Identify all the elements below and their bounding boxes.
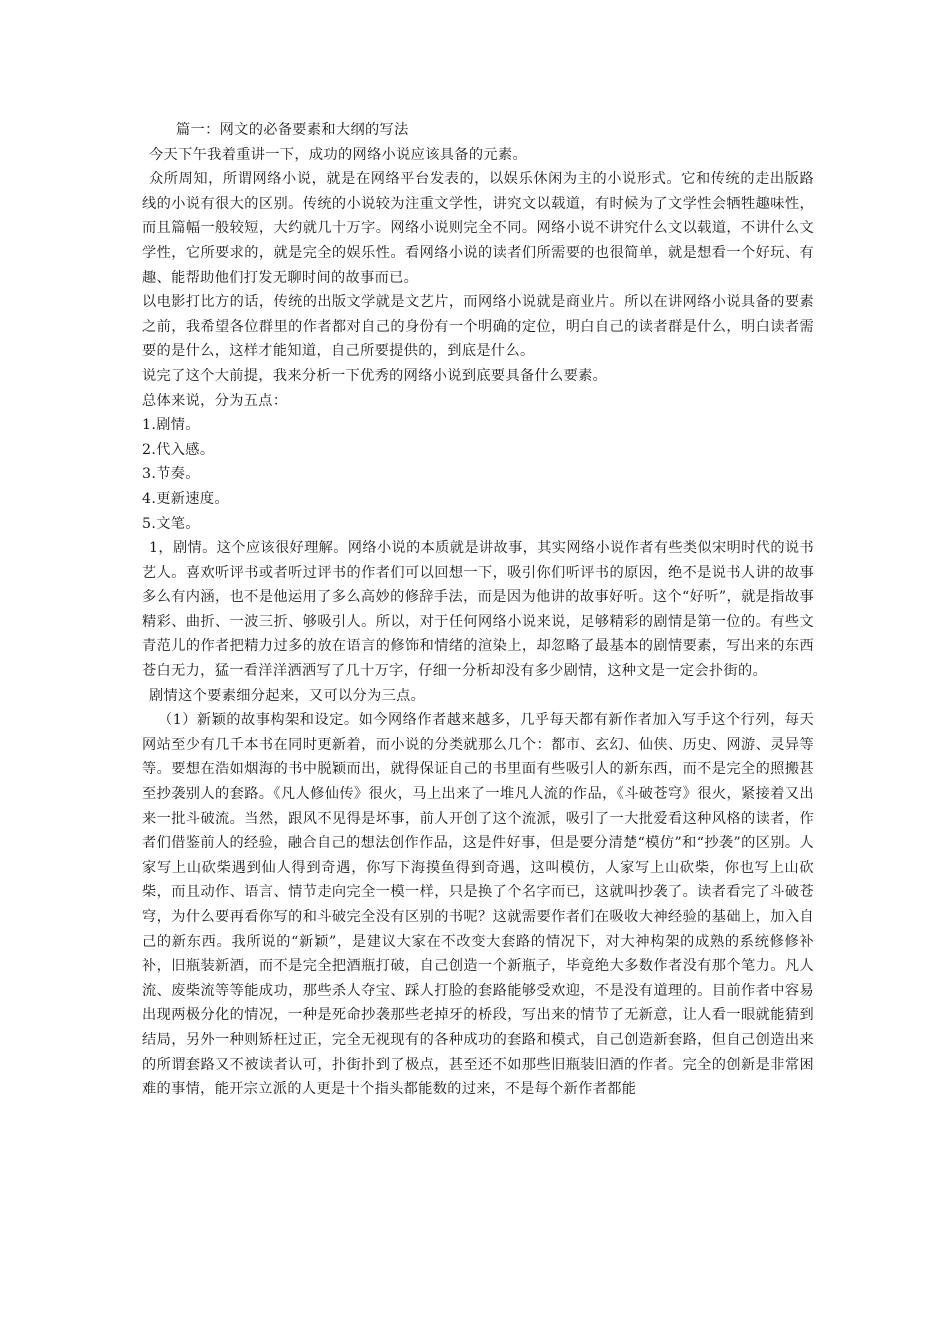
list-item-plot: 1.剧情。 xyxy=(142,417,200,434)
paragraph-definition: 众所周知，所谓网络小说，就是在网络平台发表的，以娱乐休闲为主的小说形式。它和传统的走出版路线的小说有很大的区别。传统的小说较为注重文学性，讲究文以载道，有时候为了文学性会牺牲趣味性，而且篇幅一般较短，大约就几十万字。网络小说则完全不同。网络小说不讲究什么文以载道，不讲什么文学性，它所要求的，就是完全的娱乐性。看网络小说的读者们所需要的也很简单，就是想看一个好玩、有趣、能帮助他们打发无聊时间的故事而已。 xyxy=(142,171,814,286)
list-item-immersion: 2.代入感。 xyxy=(142,441,215,458)
paragraph-premise: 说完了这个大前提，我来分析一下优秀的网络小说到底要具备什么要素。 xyxy=(142,367,608,384)
list-item-writing: 5.文笔。 xyxy=(142,515,200,532)
document-page xyxy=(142,118,814,1102)
document-title: 篇一：网文的必备要素和大纲的写法 xyxy=(176,122,409,138)
paragraph-plot-subdivision: 剧情这个要素细分起来，又可以分为三点。 xyxy=(149,687,426,704)
paragraph-plot: 1，剧情。这个应该很好理解。网络小说的本质就是讲故事，其实网络小说作者有些类似宋明时代的说书艺人。喜欢听评书或者听过评书的作者们可以回想一下，吸引你们听评书的原因，绝不是说书人讲的故事多么有内涵，也不是他运用了多么高妙的修辞手法，而是因为他讲的故事好听。这个“好听”，就是指故事精彩、曲折、一波三折、够吸引人。所以，对于任何网络小说来说，足够精彩的剧情是第一位的。有些文青范儿的作者把精力过多的放在语言的修饰和情绪的渲染上，却忽略了最基本的剧情要素，写出来的东西苍白无力，猛一看洋洋洒洒写了几十万字，仔细一分析却没有多少剧情，这种文是一定会扑街的。 xyxy=(142,540,814,680)
paragraph-novel-framework: （1）新颖的故事构架和设定。如今网络作者越来越多，几乎每天都有新作者加入写手这个行列，每天网站至少有几千本书在同时更新着，而小说的分类就那么几个：都市、玄幻、仙侠、历史、网游、灵异等等。要想在浩如烟海的书中脱颖而出，就得保证自己的书里面有些吸引人的新东西，而不是完全的照搬甚至抄袭别人的套路。《凡人修仙传》很火，马上出来了一堆凡人流的作品，《斗破苍穹》很火，紧接着又出来一批斗破流。当然，跟风不见得是坏事，前人开创了这个流派，吸引了一大批爱看这种风格的读者，作者们借鉴前人的经验，融合自己的想法创作作品，这是件好事，但是要分清楚“模仿”和“抄袭”的区别。人家写上山砍柴遇到仙人得到奇遇，你写下海摸鱼得到奇遇，这叫模仿，人家写上山砍柴，你也写上山砍柴，而且动作、语言、情节走向完全一模一样，只是换了个名字而已，这就叫抄袭了。读者看完了斗破苍穹，为什么要再看你写的和斗破完全没有区别的书呢？这就需要作者们在吸收大神经验的基础上，加入自己的新东西。我所说的“新颖”，是建议大家在不改变大套路的情况下，对大神构架的成熟的系统修修补补，旧瓶装新酒，而不是完全把酒瓶打破，自己创造一个新瓶子，毕竟绝大多数作者没有那个笔力。凡人流、废柴流等等能成功，那些杀人夺宝、踩人打脸的套路能够受欢迎，不是没有道理的。目前作者中容易出现两极分化的情况，一种是死命抄袭那些老掉牙的桥段，写出来的情节了无新意，让人看一眼就能猜到结局，另外一种则矫枉过正，完全无视现有的各种成功的套路和模式，自己创造新套路，但自己创造出来的所谓套路又不被读者认可，扑街扑到了极点，甚至还不如那些旧瓶装旧酒的作者。完全的创新是非常困难的事情，能开宗立派的人更是十个指头都能数的过来，不是每个新作者都能 xyxy=(142,712,814,1098)
list-item-pacing: 3.节奏。 xyxy=(142,466,200,483)
paragraph-film-analogy: 以电影打比方的话，传统的出版文学就是文艺片，而网络小说就是商业片。所以在讲网络小说具备的要素之前，我希望各位群里的作者都对自己的身份有一个明确的定位，明白自己的读者群是什么，明白读者需要的是什么，这样才能知道，自己所要提供的，到底是什么。 xyxy=(142,294,814,360)
paragraph-intro: 今天下午我着重讲一下，成功的网络小说应该具备的元素。 xyxy=(149,146,527,163)
list-item-update-speed: 4.更新速度。 xyxy=(142,490,229,507)
paragraph-summary: 总体来说，分为五点： xyxy=(142,392,288,409)
